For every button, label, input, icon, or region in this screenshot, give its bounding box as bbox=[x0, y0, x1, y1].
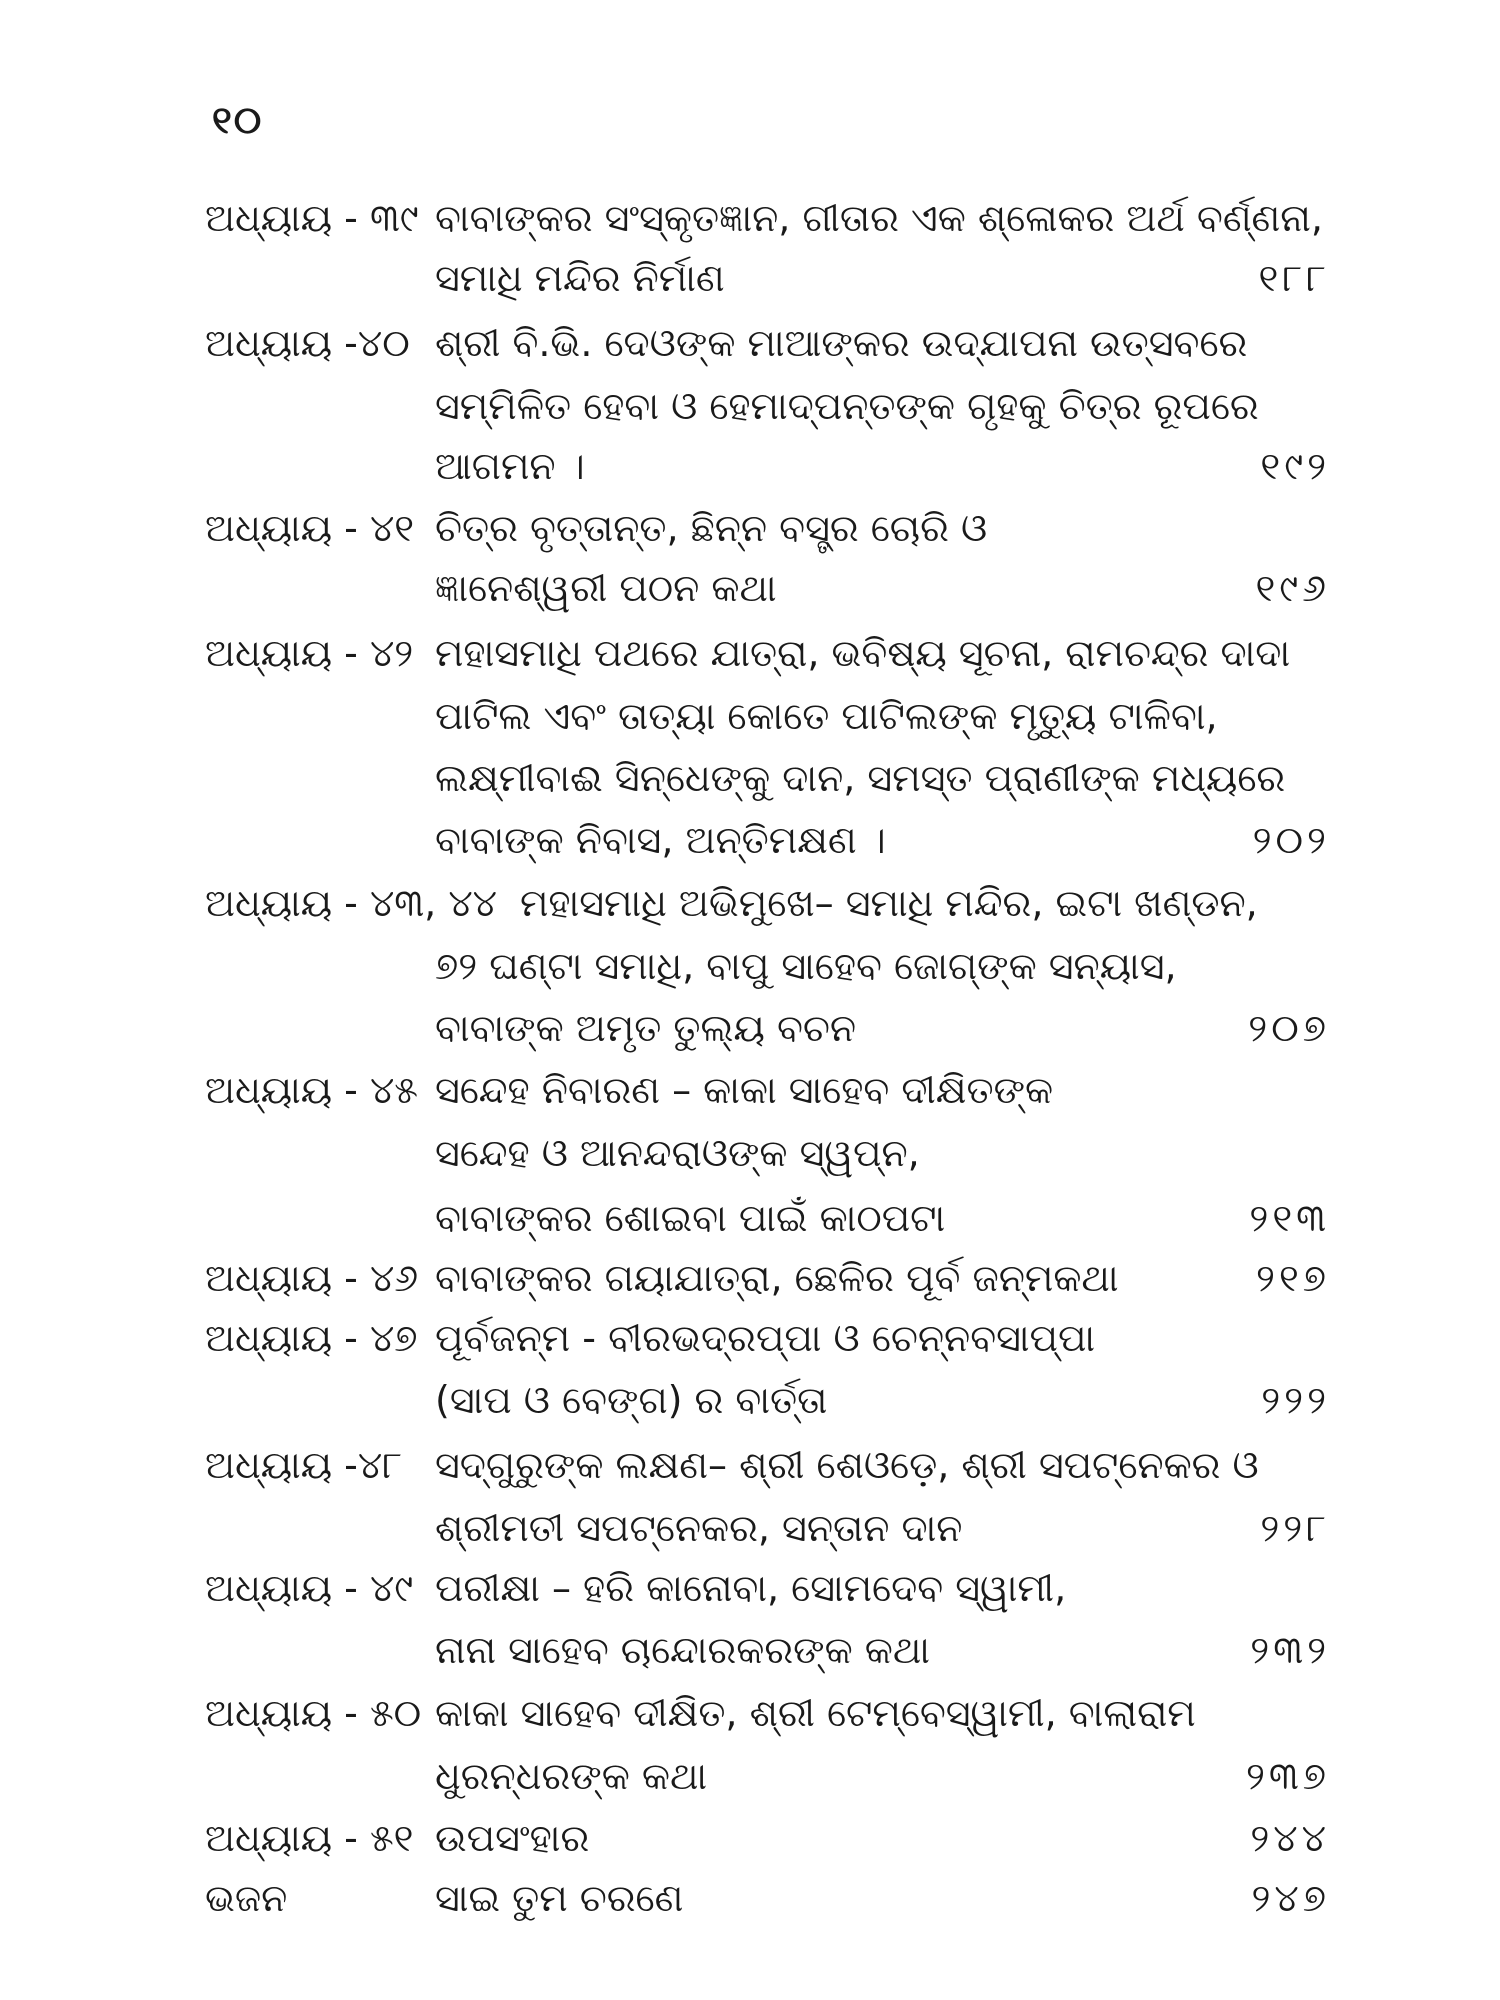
toc-entry-title-line: ସମ୍ମିଳିତ ହେବା ଓ ହେମାଦ୍‌ପନ୍ତଙ୍କ ଗୃହକୁ ଚିତ୍ର ରୂପରେ bbox=[435, 384, 1259, 428]
toc-entry-title-line: (ସାପ ଓ ବେଙ୍ଗ) ର ବାର୍ତ୍ତା bbox=[435, 1378, 828, 1422]
toc-entry-page: ୨୦୭ bbox=[1248, 1006, 1330, 1050]
toc-entry-page: ୨୦୨ bbox=[1252, 818, 1330, 862]
toc-entry-label: ଅଧ୍ୟାୟ -୪୦ bbox=[205, 321, 410, 365]
toc-entry-label: ଅଧ୍ୟାୟ -୪୮ bbox=[205, 1443, 403, 1487]
toc-entry-label: ଭଜନ bbox=[205, 1876, 288, 1920]
toc-entry-title-line: କାକା ସାହେବ ଦୀକ୍ଷିତ, ଶ୍ରୀ ଟେମ୍ବେସ୍ୱାମୀ, ବାଲାରାମ bbox=[435, 1691, 1196, 1735]
toc-entry-title-line: ବାବାଙ୍କ ଅମୃତ ତୁଲ୍ୟ ବଚନ bbox=[435, 1006, 857, 1050]
page-number: ୧୦ bbox=[212, 98, 264, 142]
toc-entry-title-line: ଆଗମନ । bbox=[435, 444, 585, 488]
toc-entry-label: ଅଧ୍ୟାୟ - ୫୧ bbox=[205, 1816, 414, 1860]
toc-entry-title-line: ସଦ୍‌ଗୁରୁଙ୍କ ଲକ୍ଷଣ– ଶ୍ରୀ ଶେଓଡ଼େ, ଶ୍ରୀ ସପଟ୍ନେକର ଓ bbox=[435, 1443, 1259, 1487]
toc-entry-title-line: ମହାସମାଧି ପଥରେ ଯାତ୍ରା, ଭବିଷ୍ୟ ସୂଚନା, ରାମଚନ୍ଦ୍ର ଦାଦା bbox=[435, 631, 1291, 675]
toc-entry-title-line: ସନ୍ଦେହ ଓ ଆନନ୍ଦରାଓଙ୍କ ସ୍ୱପ୍ନ, bbox=[435, 1131, 920, 1175]
toc-entry-title-line: ସାଇ ତୁମ ଚରଣେ bbox=[435, 1876, 684, 1920]
toc-entry-label: ଅଧ୍ୟାୟ - ୪୫ bbox=[205, 1068, 419, 1112]
toc-entry-title-line: ଶ୍ରୀମତୀ ସପଟ୍ନେକର, ସନ୍ତାନ ଦାନ bbox=[435, 1506, 963, 1550]
toc-entry-page: ୧୮୮ bbox=[1258, 256, 1330, 300]
toc-entry-label: ଅଧ୍ୟାୟ - ୪୬ bbox=[205, 1256, 419, 1300]
toc-entry-title-line: ସମାଧି ମନ୍ଦିର ନିର୍ମାଣ bbox=[435, 256, 725, 300]
toc-entry-label: ଅଧ୍ୟାୟ - ୪୩, ୪୪ bbox=[205, 881, 498, 925]
toc-entry-title-line: ବାବାଙ୍କ ନିବାସ, ଅନ୍ତିମକ୍ଷଣ । bbox=[435, 818, 886, 862]
toc-entry-title-line: ଧୁରନ୍ଧରଙ୍କ କଥା bbox=[435, 1754, 708, 1798]
toc-entry-title-line: ପାଟିଲ ଏବଂ ତାତ୍ୟା କୋତେ ପାଟିଲଙ୍କ ମୃତ୍ୟୁ ଟାଳିବା, bbox=[435, 694, 1218, 738]
toc-entry-title-line: ମହାସମାଧି ଅଭିମୁଖେ– ସମାଧି ମନ୍ଦିର, ଇଟା ଖଣ୍ଡନ, bbox=[520, 881, 1258, 925]
toc-entry-label: ଅଧ୍ୟାୟ - ୪୯ bbox=[205, 1566, 414, 1610]
toc-entry-page: ୧୯୬ bbox=[1255, 566, 1330, 610]
toc-entry-page: ୨୧୩ bbox=[1249, 1196, 1330, 1240]
toc-entry-title-line: ଚିତ୍ର ବୃତ୍ତାନ୍ତ, ଛିନ୍ନ ବସ୍ତ୍ର ଚୋରି ଓ bbox=[435, 506, 988, 550]
toc-entry-page: ୧୯୨ bbox=[1260, 444, 1330, 488]
toc-entry-title-line: ବାବାଙ୍କର ଗୟାଯାତ୍ରା, ଛେଳିର ପୂର୍ବ ଜନ୍ମକଥା bbox=[435, 1256, 1119, 1300]
toc-entry-page: ୨୨୮ bbox=[1260, 1506, 1330, 1550]
toc-entry-title-line: ପୂର୍ବଜନ୍ମ - ବୀରଭଦ୍ରପ୍ପା ଓ ଚେନ୍ନବସାପ୍ପା bbox=[435, 1316, 1096, 1360]
toc-entry-title-line: ଜ୍ଞାନେଶ୍ୱରୀ ପଠନ କଥା bbox=[435, 566, 777, 610]
toc-entry-title-line: ସନ୍ଦେହ ନିବାରଣ – କାକା ସାହେବ ଦୀକ୍ଷିତଙ୍କ bbox=[435, 1068, 1054, 1112]
toc-entry-label: ଅଧ୍ୟାୟ - ୪୨ bbox=[205, 631, 414, 675]
toc-entry-title-line: ବାବାଙ୍କର ସଂସ୍କୃତଜ୍ଞାନ, ଗୀତାର ଏକ ଶ୍ଳୋକର ଅର୍ଥ ବର୍ଣ୍ଣନା, bbox=[435, 196, 1323, 240]
toc-entry-label: ଅଧ୍ୟାୟ - ୩୯ bbox=[205, 196, 419, 240]
toc-entry-page: ୨୧୭ bbox=[1256, 1256, 1330, 1300]
toc-entry-page: ୨୪୪ bbox=[1250, 1816, 1330, 1860]
toc-entry-title-line: ନାନା ସାହେବ ଚାନ୍ଦୋରକରଙ୍କ କଥା bbox=[435, 1628, 930, 1672]
toc-entry-label: ଅଧ୍ୟାୟ - ୪୭ bbox=[205, 1316, 418, 1360]
toc-entry-title-line: ଲକ୍ଷ୍ମୀବାଈ ସିନ୍ଧେଙ୍କୁ ଦାନ, ସମସ୍ତ ପ୍ରାଣୀଙ୍କ ମଧ୍ୟରେ bbox=[435, 756, 1286, 800]
toc-entry-title-line: ପରୀକ୍ଷା – ହରି କାନୋବା, ସୋମଦେବ ସ୍ୱାମୀ, bbox=[435, 1566, 1067, 1610]
toc-entry-title-line: ଶ୍ରୀ ବି.ଭି. ଦେଓଙ୍କ ମାଆଙ୍କର ଉଦ୍‌ଯାପନା ଉତ୍ସବରେ bbox=[435, 321, 1248, 365]
toc-entry-title-line: ୭୨ ଘଣ୍ଟା ସମାଧି, ବାପୁ ସାହେବ ଜୋଗ୍‌ଙ୍କ ସନ୍ୟାସ, bbox=[435, 944, 1177, 988]
toc-entry-title-line: ବାବାଙ୍କର ଶୋଇବା ପାଇଁ କାଠପଟା bbox=[435, 1196, 946, 1240]
toc-entry-page: ୨୪୭ bbox=[1251, 1876, 1330, 1920]
toc-entry-label: ଅଧ୍ୟାୟ - ୫୦ bbox=[205, 1691, 422, 1735]
toc-entry-label: ଅଧ୍ୟାୟ - ୪୧ bbox=[205, 506, 415, 550]
toc-entry-page: ୨୩୭ bbox=[1245, 1754, 1330, 1798]
toc-entry-page: ୨୩୨ bbox=[1250, 1628, 1330, 1672]
toc-entry-title-line: ଉପସଂହାର bbox=[435, 1816, 590, 1860]
toc-entry-page: ୨୨୨ bbox=[1261, 1378, 1330, 1422]
